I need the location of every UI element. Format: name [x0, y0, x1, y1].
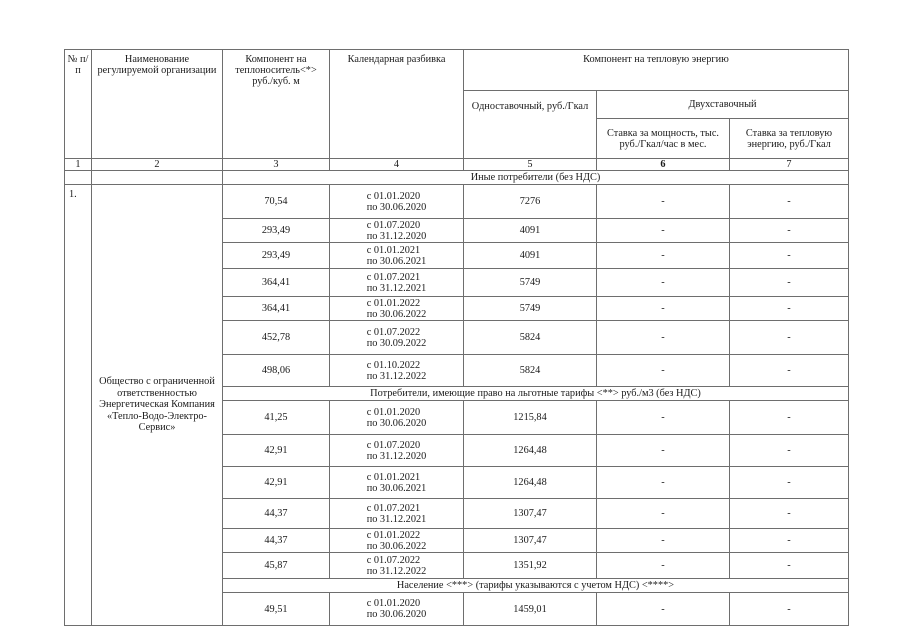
coolant-component-value: 364,41	[223, 297, 330, 321]
capacity-rate-value: -	[597, 185, 730, 219]
tariff-table	[64, 49, 849, 626]
capacity-rate-value: -	[597, 593, 730, 626]
calendar-period	[330, 297, 464, 321]
single-rate-value: 1307,47	[464, 529, 597, 553]
column-number-6: 6	[597, 159, 730, 171]
capacity-rate-value: -	[597, 321, 730, 355]
section-title: Иные потребители (без НДС)	[223, 171, 849, 185]
calendar-period-dates	[367, 245, 427, 267]
capacity-rate-value: -	[597, 435, 730, 467]
calendar-period-dates	[367, 472, 427, 494]
coolant-component-value: 293,49	[223, 219, 330, 243]
period-to: по 30.09.2022	[366, 337, 427, 349]
period-to: по 30.06.2021	[366, 482, 427, 494]
energy-rate-value: -	[730, 467, 849, 499]
calendar-period-dates	[367, 298, 427, 320]
period-to: по 30.06.2022	[366, 308, 427, 320]
header-capacity-rate-text: Ставка за мощность, тыс. руб./Гкал/час в мес.	[607, 127, 719, 150]
period-to: по 31.12.2021	[366, 282, 427, 294]
calendar-period	[330, 499, 464, 529]
period-to: по 30.06.2020	[366, 201, 427, 213]
column-number-4: 4	[330, 159, 464, 171]
header-capacity-rate	[597, 119, 730, 159]
single-rate-value: 7276	[464, 185, 597, 219]
blank-cell	[65, 171, 92, 185]
energy-rate-value: -	[730, 297, 849, 321]
single-rate-value: 4091	[464, 219, 597, 243]
single-rate-value: 1264,48	[464, 467, 597, 499]
header-organization-name: Наименование регулируемой организации	[92, 50, 223, 159]
coolant-component-value: 364,41	[223, 269, 330, 297]
period-to: по 31.12.2022	[366, 565, 427, 577]
energy-rate-value: -	[730, 185, 849, 219]
table-row	[65, 185, 849, 219]
period-from: с 01.07.2021	[366, 502, 421, 514]
capacity-rate-value: -	[597, 401, 730, 435]
energy-rate-value: -	[730, 553, 849, 579]
capacity-rate-value: -	[597, 553, 730, 579]
header-calendar-breakdown: Календарная разбивка	[330, 50, 464, 159]
organization-name: Общество с ограниченной ответственностью Энергетическая Компания «Тепло-Водо-Электро-Сервис»	[92, 185, 223, 626]
period-to: по 30.06.2020	[366, 609, 427, 620]
header-energy-rate: Ставка за тепловую энергию, руб./Гкал	[730, 119, 849, 159]
coolant-component-value: 49,51	[223, 593, 330, 626]
calendar-period	[330, 553, 464, 579]
period-from: с 01.01.2021	[366, 471, 421, 483]
energy-rate-value: -	[730, 593, 849, 626]
column-number-5: 5	[464, 159, 597, 171]
period-from: с 01.10.2022	[366, 359, 421, 371]
section-title: Потребители, имеющие право на льготные тарифы <**> руб./м3 (без НДС)	[223, 387, 849, 401]
period-to: по 30.06.2020	[366, 417, 427, 429]
energy-rate-value: -	[730, 499, 849, 529]
period-from: с 01.01.2021	[366, 244, 421, 256]
coolant-component-value: 44,37	[223, 529, 330, 553]
calendar-period	[330, 185, 464, 219]
coolant-component-value: 70,54	[223, 185, 330, 219]
coolant-component-value: 42,91	[223, 435, 330, 467]
calendar-period-dates	[367, 555, 427, 577]
calendar-period-dates	[367, 360, 427, 382]
column-number-2: 2	[92, 159, 223, 171]
column-number-7: 7	[730, 159, 849, 171]
period-from: с 01.07.2020	[366, 219, 421, 231]
period-from: с 01.07.2022	[366, 554, 421, 566]
calendar-period	[330, 529, 464, 553]
calendar-period	[330, 593, 464, 626]
single-rate-value: 5824	[464, 321, 597, 355]
energy-rate-value: -	[730, 435, 849, 467]
calendar-period-dates	[367, 191, 427, 213]
single-rate-value: 4091	[464, 243, 597, 269]
calendar-period-dates	[367, 530, 427, 552]
period-from: с 01.07.2020	[366, 439, 421, 451]
capacity-rate-value: -	[597, 269, 730, 297]
single-rate-value: 1307,47	[464, 499, 597, 529]
coolant-component-value: 45,87	[223, 553, 330, 579]
calendar-period-dates	[367, 407, 427, 429]
energy-rate-value: -	[730, 529, 849, 553]
calendar-period-dates	[367, 598, 427, 620]
energy-rate-value: -	[730, 243, 849, 269]
period-from: с 01.01.2020	[366, 598, 421, 609]
calendar-period	[330, 219, 464, 243]
single-rate-value: 1351,92	[464, 553, 597, 579]
blank-cell	[92, 171, 223, 185]
period-from: с 01.01.2022	[366, 297, 421, 309]
capacity-rate-value: -	[597, 297, 730, 321]
calendar-period	[330, 401, 464, 435]
calendar-period	[330, 435, 464, 467]
period-to: по 30.06.2021	[366, 255, 427, 267]
header-heat-energy-component: Компонент на тепловую энергию	[464, 50, 849, 91]
energy-rate-value: -	[730, 355, 849, 387]
row-number: 1.	[65, 185, 92, 626]
section-title: Население <***> (тарифы указываются с учетом НДС) <****>	[223, 579, 849, 593]
header-row-number: № п/п	[65, 50, 92, 159]
coolant-component-value: 42,91	[223, 467, 330, 499]
calendar-period-dates	[367, 327, 427, 349]
period-from: с 01.07.2022	[366, 326, 421, 338]
calendar-period	[330, 467, 464, 499]
header-two-rate: Двухставочный	[597, 91, 849, 119]
single-rate-value: 5749	[464, 269, 597, 297]
single-rate-value: 1215,84	[464, 401, 597, 435]
single-rate-value: 5749	[464, 297, 597, 321]
capacity-rate-value: -	[597, 219, 730, 243]
capacity-rate-value: -	[597, 499, 730, 529]
coolant-component-value: 44,37	[223, 499, 330, 529]
header-single-rate: Одноставочный, руб./Гкал	[464, 91, 597, 159]
period-from: с 01.01.2020	[366, 406, 421, 418]
column-number-3: 3	[223, 159, 330, 171]
calendar-period	[330, 355, 464, 387]
period-from: с 01.07.2021	[366, 271, 421, 283]
calendar-period-dates	[367, 503, 427, 525]
energy-rate-value: -	[730, 401, 849, 435]
coolant-component-value: 41,25	[223, 401, 330, 435]
calendar-period	[330, 243, 464, 269]
period-to: по 31.12.2020	[366, 450, 427, 462]
coolant-component-value: 293,49	[223, 243, 330, 269]
period-to: по 31.12.2021	[366, 513, 427, 525]
capacity-rate-value: -	[597, 243, 730, 269]
single-rate-value: 5824	[464, 355, 597, 387]
calendar-period	[330, 321, 464, 355]
coolant-component-value: 452,78	[223, 321, 330, 355]
calendar-period-dates	[367, 440, 427, 462]
capacity-rate-value: -	[597, 355, 730, 387]
capacity-rate-value: -	[597, 529, 730, 553]
period-to: по 31.12.2020	[366, 230, 427, 242]
header-coolant-component: Компонент на теплоноситель<*> руб./куб. м	[223, 50, 330, 159]
period-to: по 31.12.2022	[366, 370, 427, 382]
single-rate-value: 1459,01	[464, 593, 597, 626]
period-from: с 01.01.2022	[366, 529, 421, 541]
calendar-period	[330, 269, 464, 297]
capacity-rate-value: -	[597, 467, 730, 499]
period-to: по 30.06.2022	[366, 540, 427, 552]
period-from: с 01.01.2020	[366, 190, 421, 202]
single-rate-value: 1264,48	[464, 435, 597, 467]
coolant-component-value: 498,06	[223, 355, 330, 387]
column-number-1: 1	[65, 159, 92, 171]
calendar-period-dates	[367, 272, 427, 294]
energy-rate-value: -	[730, 269, 849, 297]
energy-rate-value: -	[730, 219, 849, 243]
energy-rate-value: -	[730, 321, 849, 355]
calendar-period-dates	[367, 220, 427, 242]
